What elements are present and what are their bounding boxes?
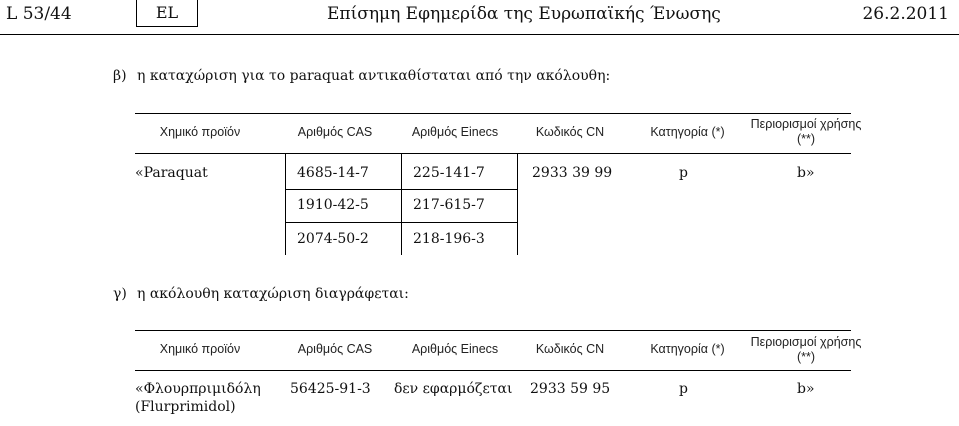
table-g-header-chemical: Χημικό προϊόν	[159, 342, 241, 356]
table-b-restrictions: b»	[797, 165, 815, 181]
language-badge: EL	[136, 0, 198, 27]
table-g-header-cn: Κωδικός CN	[535, 342, 605, 356]
table-b-header-restrictions	[745, 117, 867, 147]
table-g-header-einecs: Αριθμός Einecs	[411, 342, 499, 356]
table-b-top-rule	[135, 113, 851, 114]
table-b-category: p	[679, 165, 688, 181]
table-b-header-cn: Κωδικός CN	[535, 125, 605, 139]
page-number: L 53/44	[6, 4, 72, 24]
table-g-header-restrictions-line1: Περιορισμοί χρήσης	[750, 335, 862, 349]
table-b-cas-2: 1910-42-5	[297, 197, 369, 213]
table-g-chemical-line1: «Φλουρπριμιδόλη	[135, 381, 261, 397]
table-b-header-rule	[135, 153, 851, 154]
section-b-letter: β)	[113, 68, 127, 84]
table-g-restrictions: b»	[797, 381, 815, 397]
section-b-text: η καταχώριση για το paraquat αντικαθίσταται από την ακόλουθη:	[137, 68, 611, 84]
table-g-top-rule	[135, 330, 851, 331]
table-b-header-restrictions-line1: Περιορισμοί χρήσης	[750, 117, 862, 131]
table-b-einecs-1: 225-141-7	[413, 165, 485, 181]
table-b-einecs-2: 217-615-7	[413, 197, 485, 213]
table-b-cas-1: 4685-14-7	[297, 165, 369, 181]
table-b-cas-3: 2074-50-2	[297, 231, 369, 247]
table-b-chemical: «Paraquat	[135, 165, 208, 181]
table-g-header-restrictions-line2: (**)	[796, 350, 816, 364]
section-g-letter: γ)	[113, 286, 127, 302]
section-g-intro	[113, 286, 409, 302]
table-b-header-einecs: Αριθμός Einecs	[411, 125, 499, 139]
table-b-header-restrictions-line2: (**)	[796, 132, 816, 146]
table-g-chemical-line2: (Flurprimidol)	[135, 399, 236, 415]
table-b-header-cas: Αριθμός CAS	[297, 125, 373, 139]
table-g-header-cas: Αριθμός CAS	[297, 342, 373, 356]
table-b-col-rule-2	[401, 153, 402, 255]
table-g-cn: 2933 59 95	[530, 381, 611, 397]
table-g-einecs: δεν εφαρμόζεται	[394, 381, 513, 397]
section-b-intro	[113, 68, 610, 84]
table-g-category: p	[679, 381, 688, 397]
table-g-header-rule	[135, 370, 851, 371]
publication-date: 26.2.2011	[862, 4, 949, 24]
journal-title: Επίσημη Εφημερίδα της Ευρωπαϊκής Ένωσης	[327, 4, 721, 24]
section-g-text: η ακόλουθη καταχώριση διαγράφεται:	[137, 286, 409, 302]
table-b-einecs-3: 218-196-3	[413, 231, 485, 247]
table-b-col-rule-1	[285, 153, 286, 255]
table-g-cas: 56425-91-3	[290, 381, 371, 397]
table-g-header-category: Κατηγορία (*)	[650, 342, 725, 356]
table-b-col-rule-3	[517, 153, 518, 255]
table-g-header-restrictions	[745, 335, 867, 365]
table-b-cn: 2933 39 99	[532, 165, 613, 181]
journal-header	[0, 0, 959, 35]
table-b-header-chemical: Χημικό προϊόν	[159, 125, 241, 139]
table-b-header-category: Κατηγορία (*)	[650, 125, 725, 139]
